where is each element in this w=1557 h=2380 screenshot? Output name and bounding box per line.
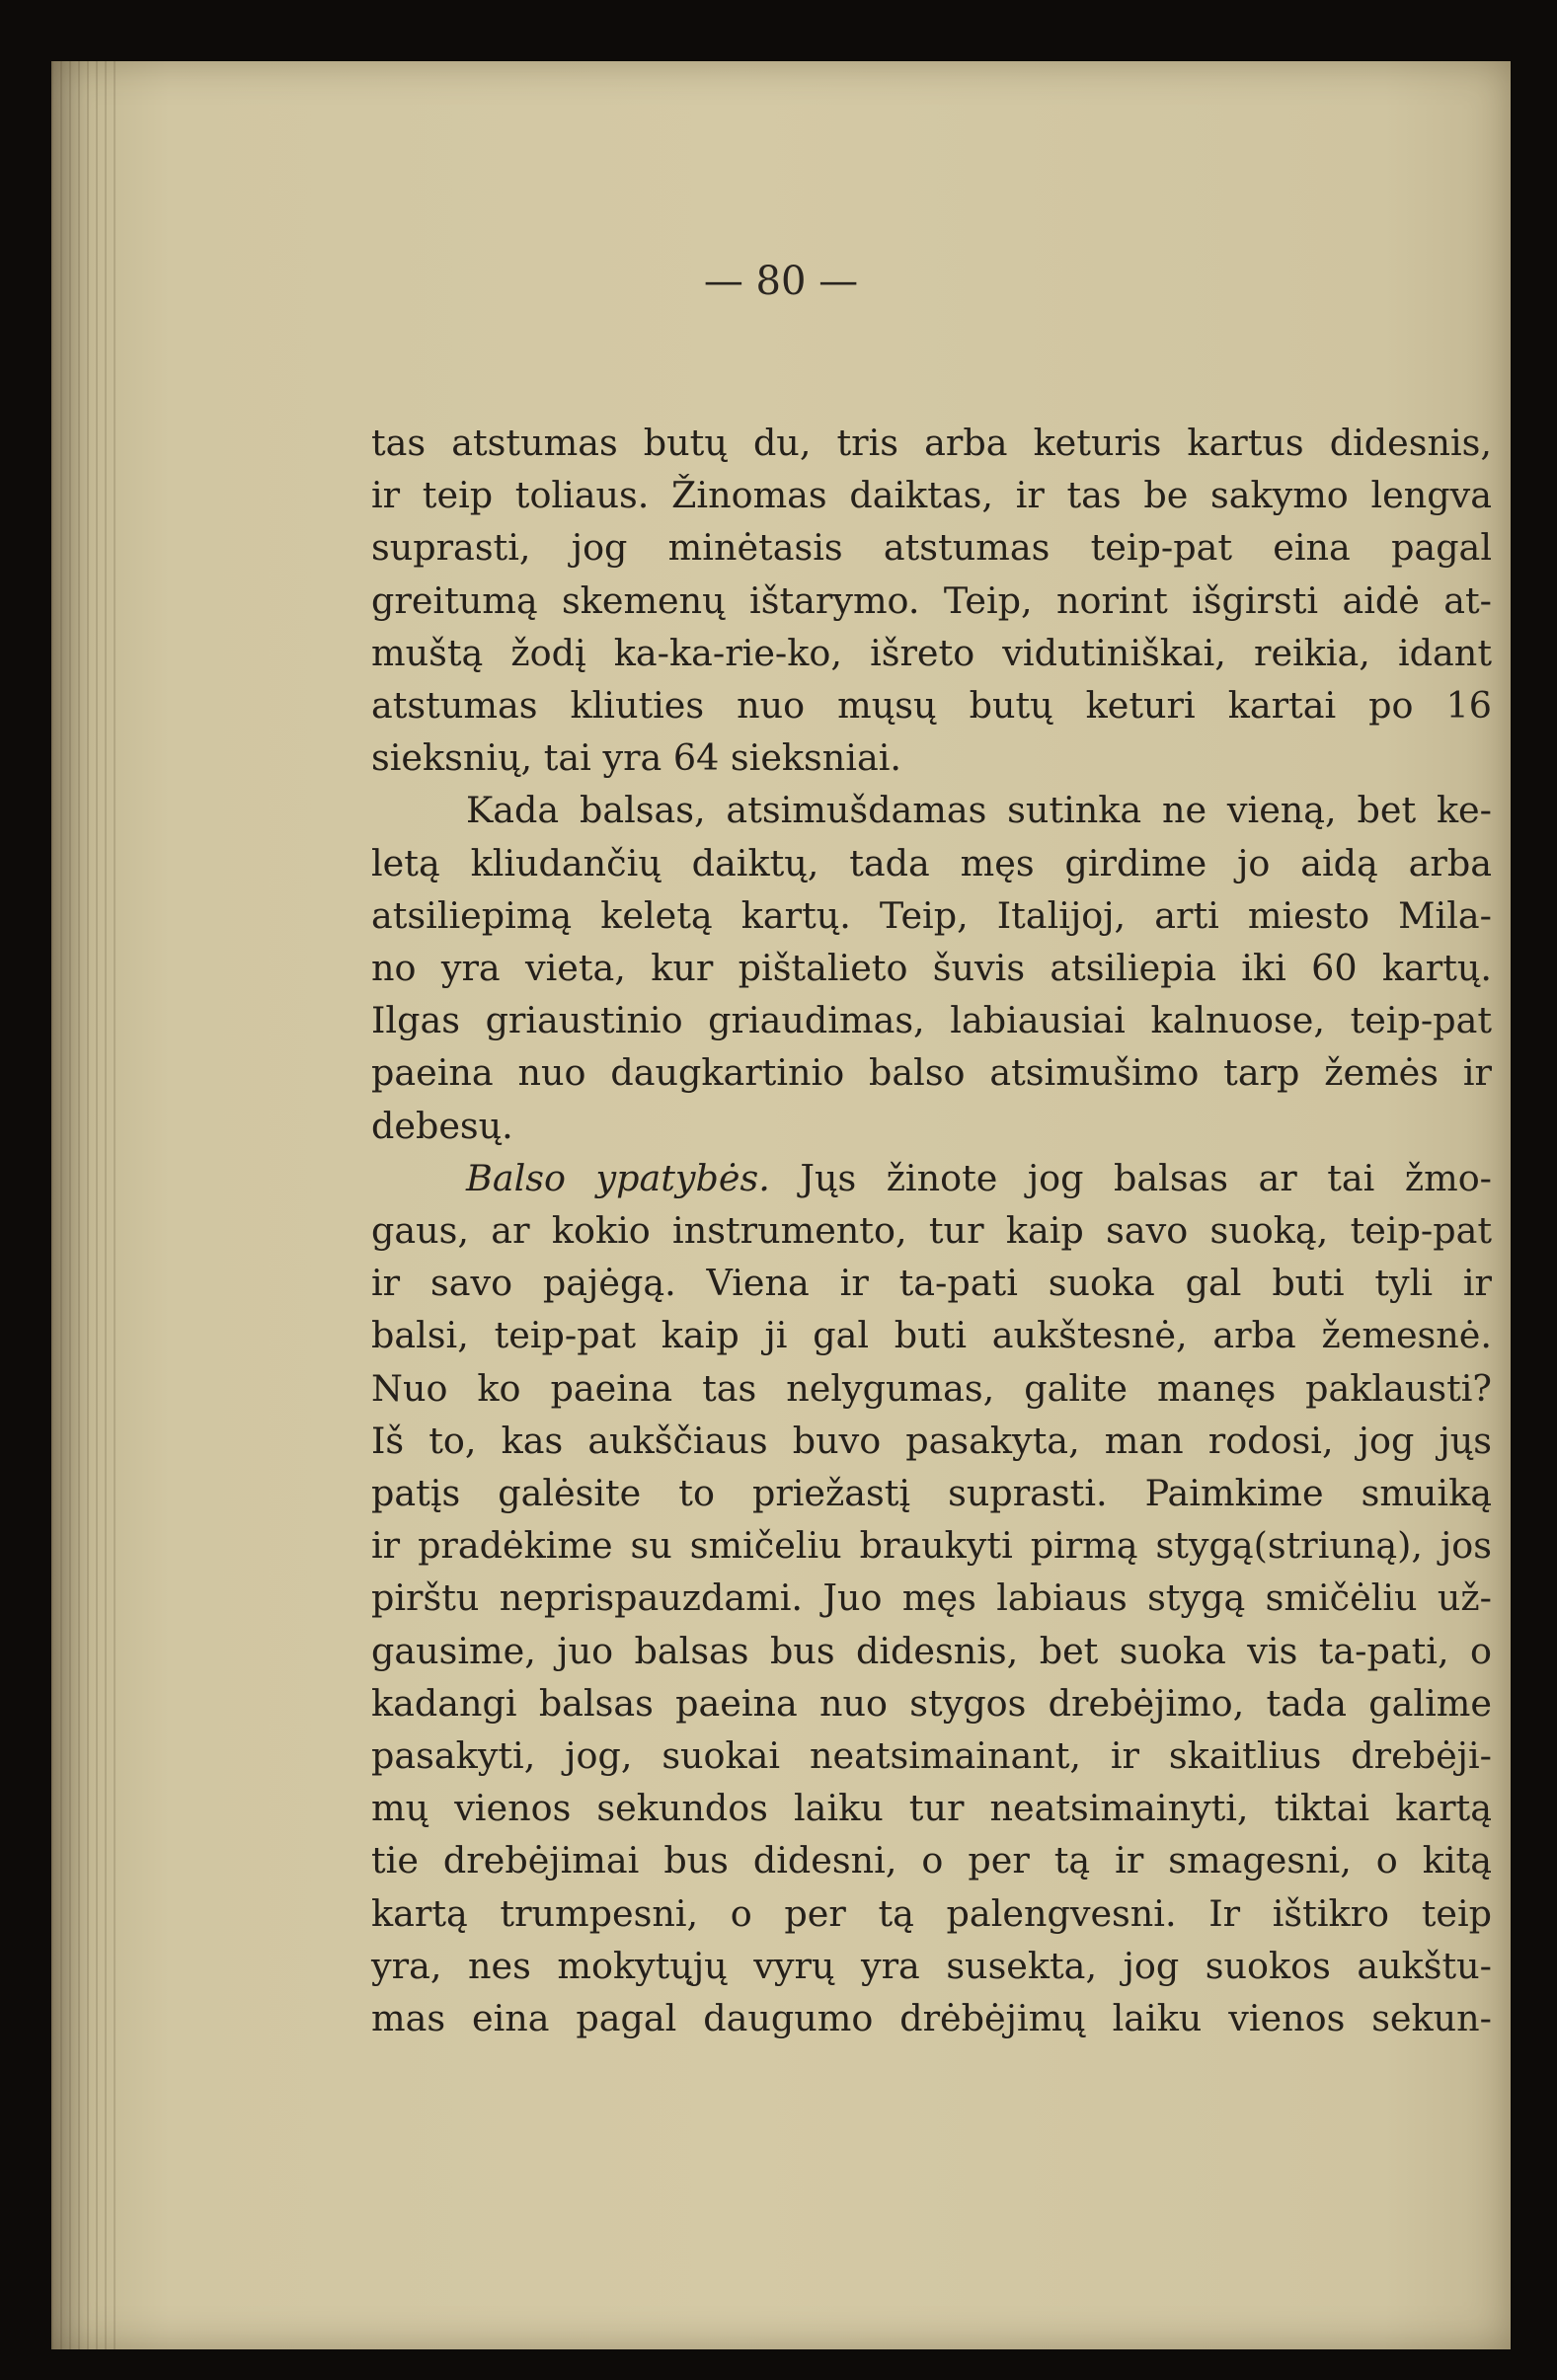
text-line: kartą trumpesni, o per tą palengvesni. Ir ištikro teip [371, 1891, 1492, 1935]
text-line: no yra vieta, kur pištalieto šuvis atsiliepia iki 60 kartų. [371, 947, 1492, 990]
text-line: Iš to, kas aukščiaus buvo pasakyta, man rodosi, jog jųs [371, 1419, 1492, 1462]
text-line: patįs galėsite to priežastį suprasti. Paimkime smuiką [371, 1472, 1492, 1515]
text-line: atstumas kliuties nuo mųsų butų keturi kartai po 16 [371, 684, 1492, 728]
text-line: suprasti, jog minėtasis atstumas teip-pat eina pagal [371, 526, 1492, 570]
text-line: letą kliudančių daiktų, tada męs girdime jo aidą arba [371, 841, 1492, 884]
text-line: atsiliepimą keletą kartų. Teip, Italijoj, arti miesto Mila- [371, 893, 1492, 937]
text-line: ir pradėkime su smičeliu braukyti pirmą stygą(striuną), jos [371, 1524, 1492, 1568]
text-line: pasakyti, jog, suokai neatsimainant, ir skaitlius drebėji- [371, 1734, 1492, 1778]
text-line: kadangi balsas paeina nuo stygos drebėjimo, tada galime [371, 1681, 1492, 1725]
text-line: tie drebėjimai bus didesni, o per tą ir smagesni, o kitą [371, 1839, 1492, 1882]
text-line: yra, nes mokytųjų vyrų yra susekta, jog suokos aukštu- [371, 1944, 1492, 1987]
body-text [371, 417, 1492, 2044]
text-line: mas eina pagal daugumo drėbėjimų laiku vienos sekun- [371, 1997, 1492, 2040]
text-line: Nuo ko paeina tas nelygumas, galite manęs paklausti? [371, 1366, 1492, 1410]
text-line: sieksnių, tai yra 64 sieksniai. [371, 736, 902, 780]
book-page [51, 61, 1511, 2349]
section-heading: Balso ypatybės. [466, 1156, 770, 1199]
text-line: ir savo pajėgą. Viena ir ta-pati suoka gal buti tyli ir [371, 1262, 1492, 1305]
text-line: mų vienos sekundos laiku tur neatsimainyti, tiktai kartą [371, 1787, 1492, 1830]
page-number: — 80 — [703, 259, 859, 304]
text-line: Ilgas griaustinio griaudimas, labiausiai kalnuose, teip-pat [371, 999, 1492, 1042]
text-line: paeina nuo daugkartinio balso atsimušimo tarp žemės ir [371, 1051, 1492, 1095]
text-line: greitumą skemenų ištarymo. Teip, norint išgirsti aidė at- [371, 578, 1492, 622]
paragraph-1 [371, 417, 1492, 784]
text-line: debesų. [371, 1104, 513, 1147]
text-line: Kada balsas, atsimušdamas sutinka ne vieną, bet ke- [466, 789, 1492, 832]
text-line: tas atstumas butų du, tris arba keturis kartus didesnis, [371, 422, 1492, 464]
text-line: pirštu neprispauzdami. Juo męs labiaus stygą smičėliu už- [371, 1576, 1492, 1620]
text-line: gausime, juo balsas bus didesnis, bet suoka vis ta-pati, o [371, 1629, 1492, 1672]
text-line: muštą žodį ka-ka-rie-ko, išreto vidutiniškai, reikia, idant [371, 631, 1492, 674]
page-gutter [51, 61, 120, 2349]
text-line: balsi, teip-pat kaip ji gal buti aukštesnė, arba žemesnė. [371, 1314, 1492, 1357]
paragraph-2 [371, 784, 1492, 1151]
paragraph-3 [371, 1152, 1492, 2044]
text-line: gaus, ar kokio instrumento, tur kaip savo suoką, teip-pat [371, 1209, 1492, 1253]
heading-line-rest: Jųs žinote jog balsas ar tai žmo- [800, 1156, 1493, 1199]
text-line: ir teip toliaus. Žinomas daiktas, ir tas be sakymo lengva [371, 474, 1492, 517]
text-line [371, 1152, 1492, 1204]
